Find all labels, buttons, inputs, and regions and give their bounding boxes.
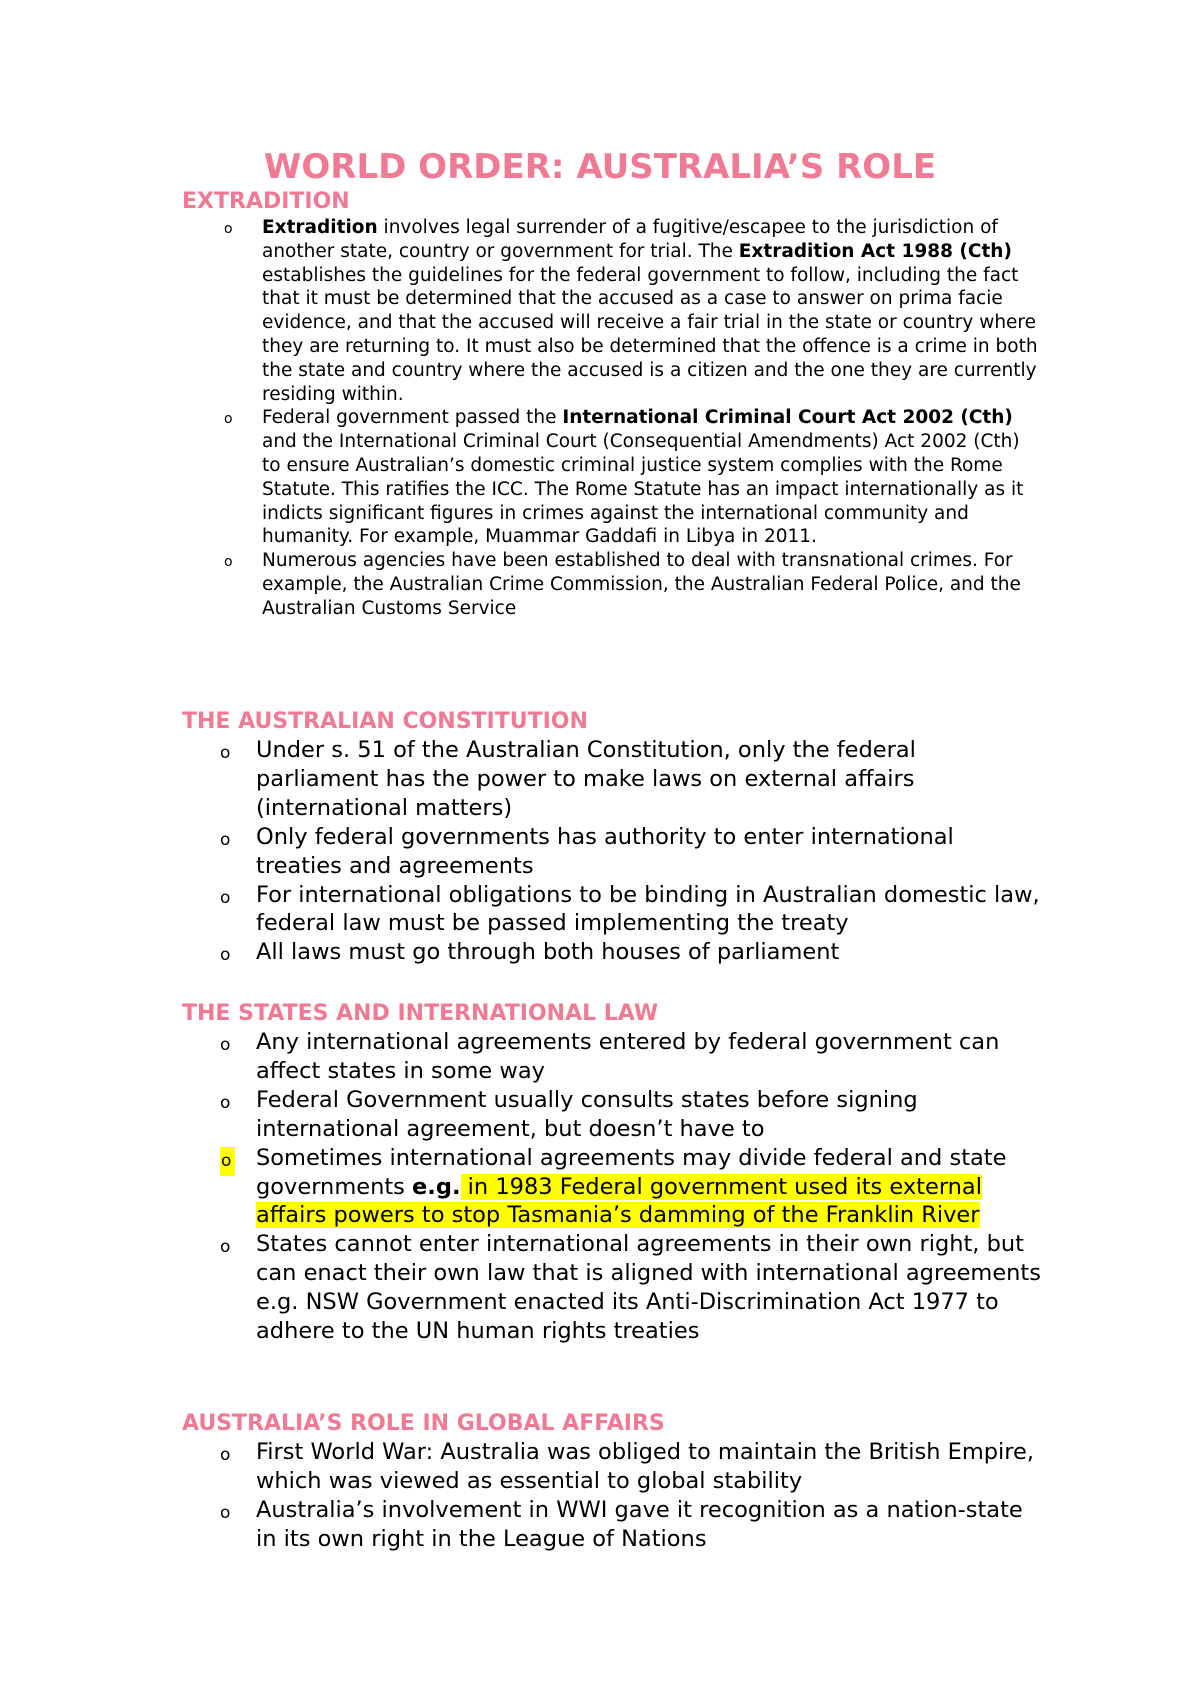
bullet-icon: o xyxy=(220,829,231,850)
item-text: All laws must go through both houses of parliament xyxy=(256,939,840,966)
section-heading-states: THE STATES AND INTERNATIONAL LAW xyxy=(182,1001,659,1026)
item-text: Federal government passed the xyxy=(262,407,563,429)
item-text: States cannot enter international agreements in their own right, but can enact their own law that is aligned with international agreements e.g. NSW Government enacted its Anti-Discrimination Act 1977 to adhere to the UN human rights treaties xyxy=(256,1231,1041,1345)
list-item xyxy=(182,1496,1042,1554)
section-heading-extradition: EXTRADITION xyxy=(182,189,350,214)
section-states xyxy=(182,1000,1042,1346)
item-text: establishes the guidelines for the federal government to follow, including the fact that it must be determined that the accused as a case to answer on prima facie evidence, and that the accused will receive a fair trial in the state or country where they are returning to. It must also be determined that the offence is a crime in both the state and country where the accused is a citizen and the one they are currently residing within. xyxy=(262,264,1038,405)
list-item xyxy=(182,1086,1042,1144)
item-text: Only federal governments has authority to enter international treaties and agreements xyxy=(256,823,954,879)
bullet-icon: o xyxy=(220,1237,231,1258)
bullet-icon: o xyxy=(220,1092,231,1113)
list-item xyxy=(182,1230,1042,1346)
list-item xyxy=(182,938,1042,967)
bullet-icon: o xyxy=(224,411,233,428)
bold-term: International Criminal Court Act 2002 (Cth) xyxy=(562,407,1013,429)
highlighted-text: in 1983 Federal government used its external affairs powers to stop Tasmania’s damming of the Franklin River xyxy=(256,1173,982,1229)
item-text: and the International Criminal Court (Consequential Amendments) Act 2002 (Cth) to ensure Australian’s domestic criminal justice system complies with the Rome Statute. This ratifies the ICC. The Rome Statute has an impact internationally as it indicts significant figures in crimes against the international community and humanity. For example, Muammar Gaddafi in Libya in 2011. xyxy=(262,431,1024,548)
bullet-icon: o xyxy=(220,887,231,908)
list-item xyxy=(182,549,1042,620)
bullet-icon: o xyxy=(220,1147,235,1176)
list-item-highlighted xyxy=(182,1144,1042,1231)
section-heading-constitution: THE AUSTRALIAN CONSTITUTION xyxy=(182,709,588,734)
list-item xyxy=(182,216,1042,406)
list-item xyxy=(182,406,1042,549)
bold-term: Extradition xyxy=(262,217,378,238)
bullet-icon: o xyxy=(220,1502,231,1523)
item-text: Any international agreements entered by federal government can affect states in some way xyxy=(256,1029,1000,1084)
section-constitution xyxy=(182,708,1042,967)
item-text: First World War: Australia was obliged to maintain the British Empire, which was viewed as essential to global stability xyxy=(256,1439,1035,1494)
constitution-list xyxy=(182,736,1042,967)
section-extradition xyxy=(182,188,1042,621)
list-item xyxy=(182,823,1042,881)
item-text: Australia’s involvement in WWI gave it recognition as a nation-state in its own right in the League of Nations xyxy=(256,1496,1023,1552)
bold-term: Extradition Act 1988 (Cth) xyxy=(738,240,1012,262)
section-global-affairs xyxy=(182,1410,1042,1554)
item-text: involves legal surrender of a fugitive/escapee to the jurisdiction of another state, country or government for trial. The xyxy=(262,217,998,262)
item-text: Federal Government usually consults states before signing international agreement, but doesn’t have to xyxy=(256,1086,918,1142)
bullet-icon: o xyxy=(220,945,231,966)
list-item xyxy=(182,1438,1042,1496)
global-affairs-list xyxy=(182,1438,1042,1554)
list-item xyxy=(182,736,1042,823)
item-text: Under s. 51 of the Australian Constitution, only the federal parliament has the power to make laws on external affairs (international matters) xyxy=(256,737,916,821)
states-list xyxy=(182,1028,1042,1346)
bullet-icon: o xyxy=(224,554,233,571)
bold-term: e.g. xyxy=(412,1173,461,1200)
bullet-icon: o xyxy=(220,743,231,763)
bullet-icon: o xyxy=(220,1445,231,1465)
extradition-list xyxy=(182,216,1042,621)
page-title: WORLD ORDER: AUSTRALIA’S ROLE xyxy=(263,147,937,187)
section-heading-global-affairs: AUSTRALIA’S ROLE IN GLOBAL AFFAIRS xyxy=(182,1411,665,1436)
item-text: Sometimes international agreements may divide federal and state governments xyxy=(256,1144,1007,1200)
list-item xyxy=(182,1028,1042,1086)
list-item xyxy=(182,881,1042,939)
bullet-icon: o xyxy=(220,1035,231,1055)
item-text: For international obligations to be binding in Australian domestic law, federal law must be passed implementing the treaty xyxy=(256,881,1040,937)
bullet-icon: o xyxy=(224,221,233,237)
item-text: Numerous agencies have been established to deal with transnational crimes. For example, the Australian Crime Commission, the Australian Federal Police, and the Australian Customs Service xyxy=(262,550,1021,619)
